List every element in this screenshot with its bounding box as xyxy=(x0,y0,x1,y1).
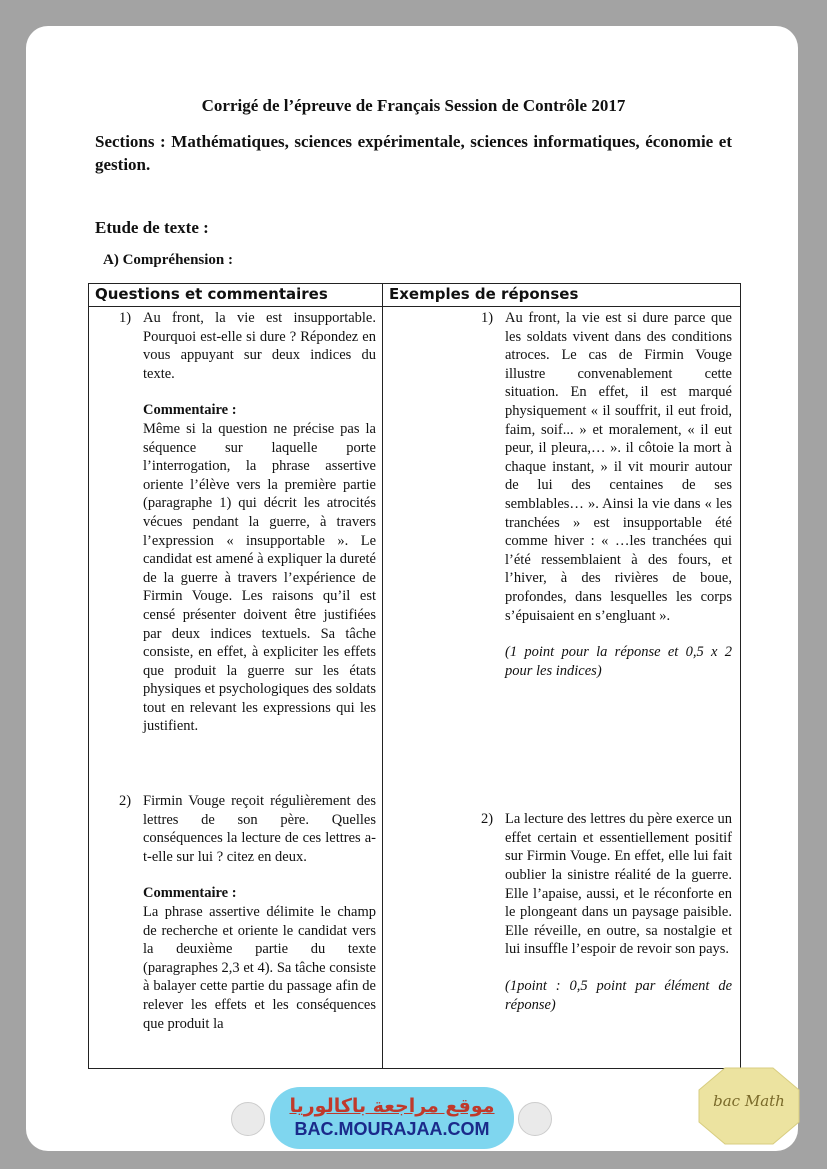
col-header-answers: Exemples de réponses xyxy=(383,284,741,307)
question-2-text: Firmin Vouge reçoit régulièrement des lettres de son père. Quelles conséquences la lecture de ces lettres a-t-elle sur lui ? citez en deux. xyxy=(143,793,376,865)
questions-cell xyxy=(89,307,383,1069)
site-banner-link[interactable] xyxy=(270,1087,514,1149)
badge-label: bac Math xyxy=(713,1092,785,1110)
answer-1: 1) Au front, la vie est si dure parce que les soldats vivent dans des conditions atroces. Le cas de Firmin Vouge illustre convenablement cette situation. En effet, il est marqué physiquement « il souffrit, il eut froid, faim, soif... » et moralement, « il eut peur, il pleura,… ». il côtoie la mort à chaque instant, » il vit mourir autour de lui des centaines de ses semblables… ». Ainsi la vie dans « les tranchées » est insupportable été comme hiver : « …les tranchées qui l’été ressemblaient à des fours, et l’hiver, à des rivières de boue, profondes, dans lesquelles les corps s’épuisaient en s’engluant ». (1 point pour la réponse et 0,5 x 2 pour les indices) xyxy=(481,310,732,679)
sections-line: Sections : Mathématiques, sciences expérimentale, sciences informatiques, économie et gestion. xyxy=(95,132,732,174)
answer-1-scoring: (1 point pour la réponse et 0,5 x 2 pour les indices) xyxy=(505,644,732,679)
question-1-text: Au front, la vie est insupportable. Pourquoi est-elle si dure ? Répondez en vous appuyant sur deux indices du texte. xyxy=(143,310,376,382)
answer-1-text: Au front, la vie est si dure parce que les soldats vivent dans des conditions atroces. Le cas de Firmin Vouge illustre convenablement cette situation. En effet, il est marqué physiquement « il souffrit, il eut froid, faim, soif... » et moralement, « il eut peur, il pleura,… ». il côtoie la mort à chaque instant, » il vit mourir autour de lui des centaines de ses semblables… ». Ainsi la vie dans « les tranchées » est insupportable été comme hiver : « …les tranchées qui l’été ressemblaient à des fours, et l’hiver, à des rivières de boue, profondes, dans lesquelles les corps s’épuisaient en s’engluant ». xyxy=(505,310,732,624)
answers-table xyxy=(88,283,741,1069)
table-header-row xyxy=(89,284,741,307)
comment-1-label: Commentaire : xyxy=(143,402,237,419)
question-2: 2) Firmin Vouge reçoit régulièrement des lettres de son père. Quelles conséquences la lecture de ces lettres a-t-elle sur lui ? citez en deux. Commentaire : La phrase assertive délimite le champ de recherche et oriente le candidat vers la deuxième partie du texte (paragraphes 2,3 et 4). Sa tâche consiste à balayer cette partie du passage afin de relever les effets et les conséquences que produit la xyxy=(119,793,376,1032)
comment-2-label: Commentaire : xyxy=(143,885,237,902)
book-logo-icon xyxy=(518,1102,552,1136)
col-header-questions: Questions et commentaires xyxy=(89,284,383,307)
section-heading: Etude de texte : xyxy=(95,218,209,237)
comment-2-text: La phrase assertive délimite le champ de recherche et oriente le candidat vers la deuxième partie du texte (paragraphes 2,3 et 4). Sa tâche consiste à balayer cette partie du passage afin de relever les effets et les conséquences que produit la xyxy=(143,904,376,1032)
answer-2-text: La lecture des lettres du père exerce un effet certain et essentiellement positif sur Firmin Vouge. En effet, elle lui fait oublier la sinistre réalité de la guerre. Elle l’apaise, aussi, et le réconforte en le plongeant dans un paysage paisible. Elle réveille, en outre, sa nostalgie et lui insuffle l’espoir de revoir son pays. xyxy=(505,811,732,958)
site-url: BAC.MOURAJAA.COM xyxy=(294,1119,490,1139)
table-row xyxy=(89,307,741,1069)
answers-cell xyxy=(383,307,741,1069)
book-logo-icon xyxy=(231,1102,265,1136)
site-arabic-name: موقع مراجعة باكالوريا xyxy=(289,1095,495,1117)
bac-math-badge xyxy=(697,1066,801,1146)
subsection-heading: A) Compréhension : xyxy=(103,252,233,268)
answer-2-scoring: (1point : 0,5 point par élément de réponse) xyxy=(505,978,732,1013)
answer-2: 2) La lecture des lettres du père exerce un effet certain et essentiellement positif sur Firmin Vouge. En effet, elle lui fait oublier la sinistre réalité de la guerre. Elle l’apaise, aussi, et le réconforte en le plongeant dans un paysage paisible. Elle réveille, en outre, sa nostalgie et lui insuffle l’espoir de revoir son pays. (1point : 0,5 point par élément de réponse) xyxy=(481,811,732,1013)
comment-1-text: Même si la question ne précise pas la séquence sur laquelle porte l’interrogation, la phrase assertive oriente l’élève vers la première partie (paragraphe 1) qui décrit les atrocités vécues pendant la guerre, à travers l’expression « insupportable ». Le candidat est amené à expliquer la dureté de la guerre à travers l’expérience de Firmin Vouge. Les raisons qu’il est censé présenter doivent être justifiées par deux indices textuels. Sa tâche consiste, en effet, à expliciter les effets que produit la guerre sur les états physiques et psychologiques des soldats tout en relevant les expressions qui les justifient. xyxy=(143,420,376,735)
document-title: Corrigé de l’épreuve de Français Session de Contrôle 2017 xyxy=(201,96,626,115)
question-1: 1) Au front, la vie est insupportable. Pourquoi est-elle si dure ? Répondez en vous appuyant sur deux indices du texte. Commentaire : Même si la question ne précise pas la séquence sur laquelle porte l’interrogation, la phrase assertive oriente l’élève vers la première partie (paragraphe 1) qui décrit les atrocités vécues pendant la guerre, à travers l’expression « insupportable ». Le candidat est amené à expliquer la dureté de la guerre à travers l’expérience de Firmin Vouge. Les raisons qu’il est censé présenter doivent être justifiées par deux indices textuels. Sa tâche consiste, en effet, à expliciter les effets que produit la guerre sur les états physiques et psychologiques des soldats tout en relevant les expressions qui les justifient. xyxy=(119,310,376,735)
